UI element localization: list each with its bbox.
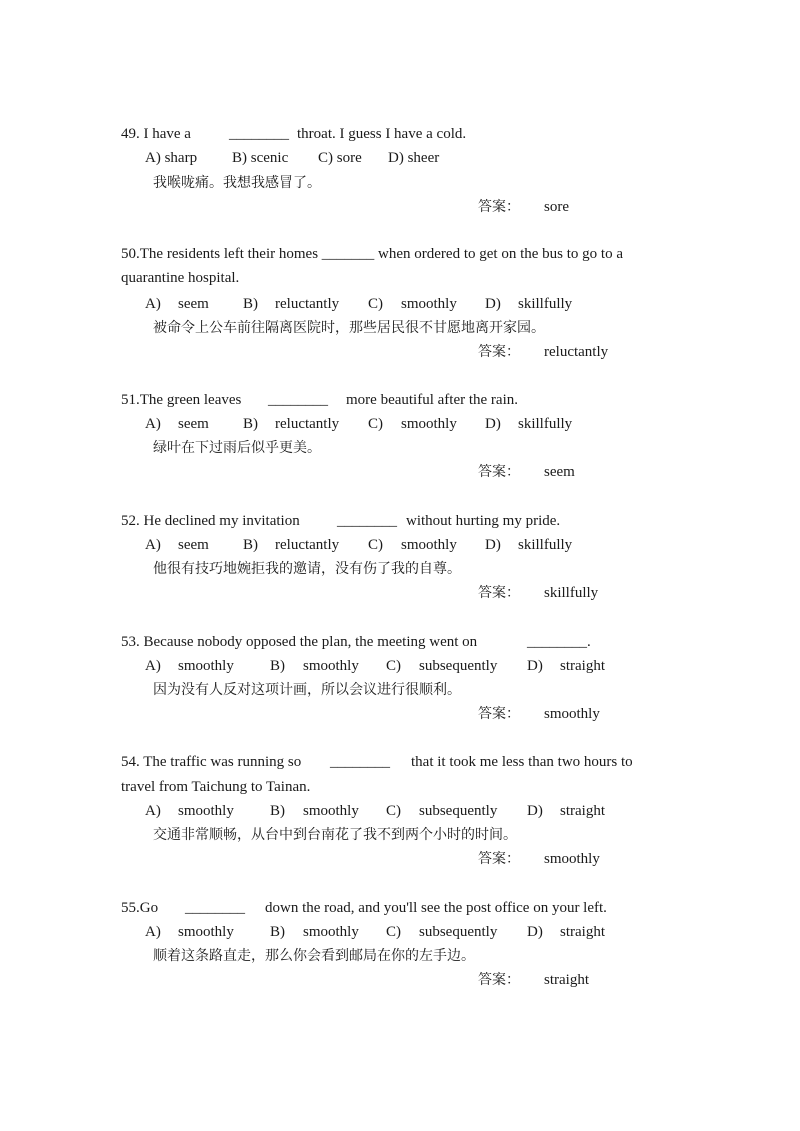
question-55-prefix: 55.Go (121, 900, 159, 916)
question-55-translation: 顺着这条路直走，那么你会看到邮局在你的左手边。 (153, 948, 475, 964)
answer-label: 答案： (478, 199, 520, 215)
question-53-option-d-letter: D) (527, 658, 543, 674)
answer-value: sore (544, 199, 569, 215)
question-50-option-a-text: seem (178, 296, 209, 312)
question-49-option-d: D) sheer (388, 150, 440, 166)
question-55-option-b-letter: B) (270, 924, 285, 940)
question-52-option-b-letter: B) (243, 537, 258, 553)
answer-label: 答案： (478, 706, 520, 722)
question-49 (0, 124, 800, 234)
question-51-option-c-text: smoothly (401, 416, 457, 432)
question-53-translation: 因为没有人反对这项计画，所以会议进行很顺利。 (153, 682, 461, 698)
question-55-answer (478, 970, 589, 990)
answer-value: seem (544, 464, 575, 480)
question-54-option-d-letter: D) (527, 803, 543, 819)
question-54-option-b-letter: B) (270, 803, 285, 819)
question-52-suffix: without hurting my pride. (406, 513, 561, 529)
question-53-answer (478, 704, 600, 724)
question-54 (0, 752, 800, 882)
answer-value: straight (544, 972, 589, 988)
question-53-prefix: 53. Because nobody opposed the plan, the meeting went on (121, 634, 478, 650)
question-55-option-d-letter: D) (527, 924, 543, 940)
question-53-option-a-text: smoothly (178, 658, 234, 674)
question-53 (0, 632, 800, 742)
question-51-prefix: 51.The green leaves (121, 392, 242, 408)
question-50-option-b-letter: B) (243, 296, 258, 312)
question-52-option-b-text: reluctantly (275, 537, 340, 553)
question-50-option-c-text: smoothly (401, 296, 457, 312)
question-52-option-a-text: seem (178, 537, 209, 553)
question-49-prefix: 49. I have a (121, 126, 191, 142)
question-54-prefix: 54. The traffic was running so (121, 754, 302, 770)
question-51-option-b-text: reluctantly (275, 416, 340, 432)
question-55-option-b-text: smoothly (303, 924, 359, 940)
question-49-answer (478, 197, 569, 217)
question-55 (0, 898, 800, 1008)
question-53-option-d-text: straight (560, 658, 605, 674)
question-50-option-c-letter: C) (368, 296, 383, 312)
question-49-blank: ________ (229, 126, 289, 142)
question-55-suffix: down the road, and you'll see the post office on your left. (265, 900, 607, 916)
question-53-option-b-letter: B) (270, 658, 285, 674)
question-51-suffix: more beautiful after the rain. (346, 392, 519, 408)
question-51-option-b-letter: B) (243, 416, 258, 432)
question-52-option-d-letter: D) (485, 537, 501, 553)
question-51-option-c-letter: C) (368, 416, 383, 432)
question-55-option-a-letter: A) (145, 924, 161, 940)
question-50-answer (478, 342, 609, 362)
question-54-suffix: that it took me less than two hours to (411, 754, 633, 770)
question-53-option-c-text: subsequently (419, 658, 498, 674)
question-51-option-d-text: skillfully (518, 416, 573, 432)
question-50-stem: 50.The residents left their homes _______ when ordered to get on the bus to go to a quarantine hospital. (121, 246, 623, 286)
question-52-option-c-text: smoothly (401, 537, 457, 553)
question-54-option-c-text: subsequently (419, 803, 498, 819)
question-49-suffix: throat. I guess I have a cold. (297, 126, 467, 142)
question-54-translation: 交通非常顺畅，从台中到台南花了我不到两个小时的时间。 (153, 827, 517, 843)
question-49-translation: 我喉咙痛。我想我感冒了。 (153, 175, 321, 191)
question-50-translation: 被命令上公车前往隔离医院时，那些居民很不甘愿地离开家园。 (153, 320, 545, 336)
question-54-option-a-text: smoothly (178, 803, 234, 819)
question-50-option-b-text: reluctantly (275, 296, 340, 312)
answer-value: reluctantly (544, 344, 609, 360)
question-50-option-a-letter: A) (145, 296, 161, 312)
answer-value: smoothly (544, 706, 600, 722)
question-55-option-c-text: subsequently (419, 924, 498, 940)
answer-value: skillfully (544, 585, 599, 601)
question-49-option-a: A) sharp (145, 150, 198, 166)
question-54-option-a-letter: A) (145, 803, 161, 819)
question-53-blank: ________. (527, 634, 591, 650)
question-52-blank: ________ (337, 513, 397, 529)
question-52 (0, 511, 800, 621)
question-53-option-c-letter: C) (386, 658, 401, 674)
question-53-option-a-letter: A) (145, 658, 161, 674)
answer-label: 答案： (478, 464, 520, 480)
question-52-translation: 他很有技巧地婉拒我的邀请，没有伤了我的自尊。 (153, 561, 461, 577)
question-52-prefix: 52. He declined my invitation (121, 513, 300, 529)
question-54-stem-line2: travel from Taichung to Tainan. (121, 779, 311, 795)
question-54-blank: ________ (330, 754, 390, 770)
question-49-option-c: C) sore (318, 150, 362, 166)
question-51 (0, 390, 800, 500)
question-54-answer (478, 849, 600, 869)
question-55-blank: ________ (185, 900, 245, 916)
question-50-option-d-text: skillfully (518, 296, 573, 312)
question-50-option-d-letter: D) (485, 296, 501, 312)
question-51-answer (478, 462, 575, 482)
question-52-answer (478, 583, 599, 603)
question-55-option-a-text: smoothly (178, 924, 234, 940)
question-51-blank: ________ (268, 392, 328, 408)
question-55-option-d-text: straight (560, 924, 605, 940)
question-54-option-b-text: smoothly (303, 803, 359, 819)
question-52-option-a-letter: A) (145, 537, 161, 553)
question-51-option-a-text: seem (178, 416, 209, 432)
question-53-option-b-text: smoothly (303, 658, 359, 674)
question-52-option-d-text: skillfully (518, 537, 573, 553)
answer-label: 答案： (478, 851, 520, 867)
answer-label: 答案： (478, 344, 520, 360)
question-49-option-b: B) scenic (232, 150, 289, 166)
question-51-option-d-letter: D) (485, 416, 501, 432)
answer-label: 答案： (478, 585, 520, 601)
question-55-option-c-letter: C) (386, 924, 401, 940)
question-52-option-c-letter: C) (368, 537, 383, 553)
question-51-option-a-letter: A) (145, 416, 161, 432)
answer-value: smoothly (544, 851, 600, 867)
answer-label: 答案： (478, 972, 520, 988)
question-54-option-d-text: straight (560, 803, 605, 819)
question-54-option-c-letter: C) (386, 803, 401, 819)
question-51-translation: 绿叶在下过雨后似乎更美。 (153, 440, 321, 456)
question-50 (0, 242, 800, 372)
